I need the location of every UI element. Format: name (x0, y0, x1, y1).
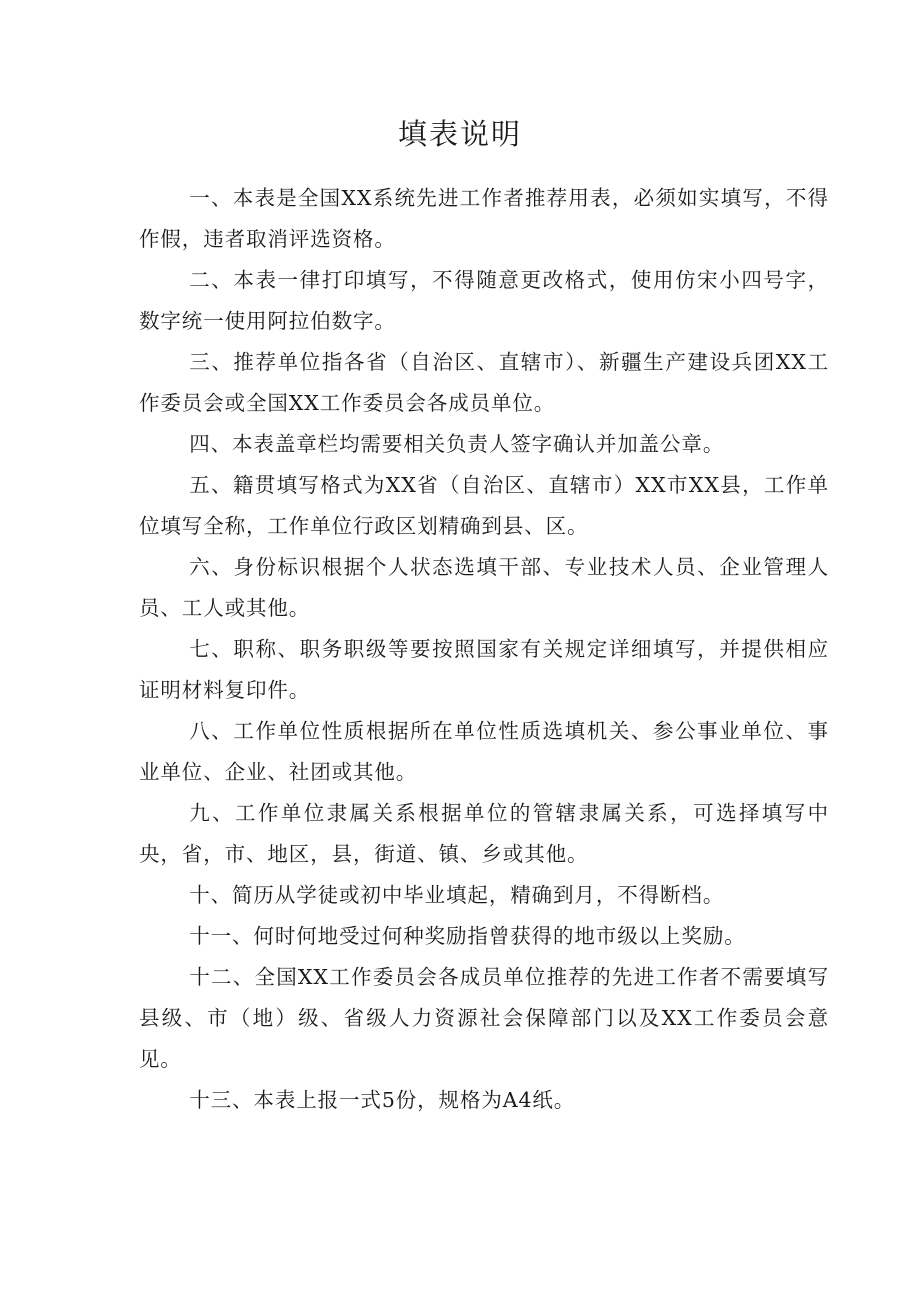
instruction-item-13: 十三、本表上报一式5份，规格为A4纸。 (189, 1088, 576, 1112)
instruction-item-2: 二、本表一律打印填写，不得随意更改格式，使用仿宋小四号字，数字统一使用阿拉伯数字。 (139, 268, 829, 333)
instruction-item-5: 五、籍贯填写格式为XX省（自治区、直辖市）XX市XX县，工作单位填写全称，工作单位行政区划精确到县、区。 (139, 473, 829, 538)
instruction-item-4: 四、本表盖章栏均需要相关负责人签字确认并加盖公章。 (189, 432, 725, 456)
instruction-item-1: 一、本表是全国XX系统先进工作者推荐用表，必须如实填写，不得作假，违者取消评选资格。 (139, 186, 829, 251)
instruction-item-12: 十二、全国XX工作委员会各成员单位推荐的先进工作者不需要填写县级、市（地）级、省级人力资源社会保障部门以及XX工作委员会意见。 (139, 965, 829, 1071)
instructions-body (139, 178, 829, 1121)
instruction-item-7: 七、职称、职务职级等要按照国家有关规定详细填写，并提供相应证明材料复印件。 (139, 637, 829, 702)
instruction-item-9: 九、工作单位隶属关系根据单位的管辖隶属关系，可选择填写中央，省，市、地区，县，街道、镇、乡或其他。 (139, 801, 829, 866)
instruction-item-8: 八、工作单位性质根据所在单位性质选填机关、参公事业单位、事业单位、企业、社团或其他。 (139, 719, 829, 784)
instruction-item-6: 六、身份标识根据个人状态选填干部、专业技术人员、企业管理人员、工人或其他。 (139, 555, 829, 620)
page-title: 填表说明 (397, 117, 522, 151)
instruction-item-11: 十一、何时何地受过何种奖励指曾获得的地市级以上奖励。 (189, 924, 746, 948)
instruction-item-10: 十、简历从学徒或初中毕业填起，精确到月，不得断档。 (189, 883, 725, 907)
instruction-item-3: 三、推荐单位指各省（自治区、直辖市）、新疆生产建设兵团XX工作委员会或全国XX工作委员会各成员单位。 (139, 350, 829, 415)
